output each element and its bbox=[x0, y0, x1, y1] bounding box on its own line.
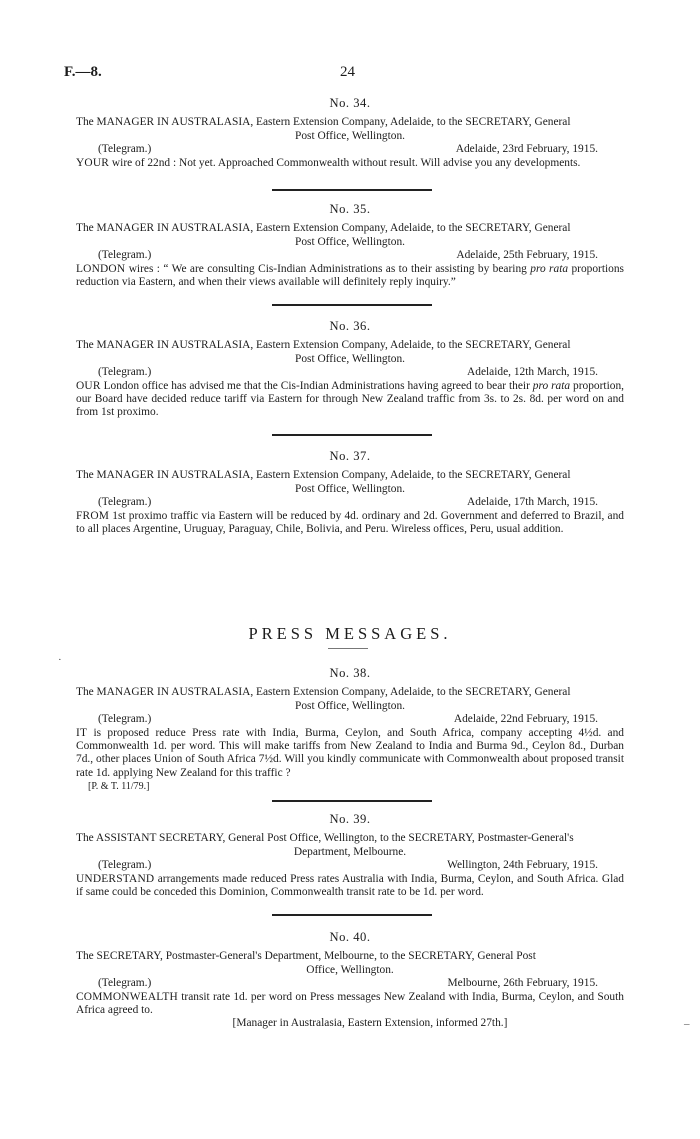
message-number: No. 39. bbox=[329, 812, 371, 826]
message-number: No. 37. bbox=[329, 449, 371, 463]
message-number: No. 40. bbox=[329, 930, 371, 944]
margin-mark: · bbox=[58, 654, 62, 666]
message-number: No. 38. bbox=[329, 666, 371, 680]
route-line-cont: Office, Wellington. bbox=[306, 963, 394, 976]
route-line-cont: Post Office, Wellington. bbox=[294, 699, 406, 712]
telegram-label: (Telegram.) bbox=[98, 496, 152, 509]
telegram-line bbox=[76, 366, 624, 379]
body-text: is proposed reduce Press rate with India, Burma, Ceylon, and South Africa, company accepting 4½d. and Commonwealth 1d. per word. This will make tariffs from New Zealand to India and Burma 9d., Ceylon 8d., Durban 7d., other places Union of South Africa 7½d. Will you kindly communicate with Commonwealth about proposed transit rate 1d. applying New Zealand for this traffic ? bbox=[76, 726, 624, 779]
route-line: The ASSISTANT SECRETARY, General Post Office, Wellington, to the SECRETARY, Postmaster-General's bbox=[76, 832, 574, 845]
body-text: wire of 22nd : Not yet. Approached Commonwealth without result. Will advise you any developments. bbox=[109, 156, 581, 169]
dateline: Adelaide, 23rd February, 1915. bbox=[455, 143, 598, 156]
dateline: Wellington, 24th February, 1915. bbox=[447, 859, 598, 872]
message-40 bbox=[76, 931, 624, 1031]
separator-rule bbox=[272, 189, 432, 191]
message-37 bbox=[76, 450, 624, 536]
message-35 bbox=[76, 203, 624, 289]
message-number: No. 36. bbox=[329, 319, 371, 333]
telegram-label: (Telegram.) bbox=[98, 143, 152, 156]
route-line: The MANAGER IN AUSTRALASIA, Eastern Extension Company, Adelaide, to the SECRETARY, General bbox=[76, 686, 571, 699]
body-text: wires : “ We are consulting Cis-Indian Administrations as to their assisting by bearing bbox=[125, 262, 531, 275]
heading-underline bbox=[328, 648, 368, 649]
dateline: Melbourne, 26th February, 1915. bbox=[447, 977, 598, 990]
telegram-label: (Telegram.) bbox=[98, 859, 152, 872]
message-body bbox=[76, 263, 624, 290]
route-line: The MANAGER IN AUSTRALASIA, Eastern Extension Company, Adelaide, to the SECRETARY, General bbox=[76, 222, 571, 235]
separator-rule bbox=[272, 304, 432, 306]
editorial-note: [Manager in Australasia, Eastern Extension, informed 27th.] bbox=[232, 1017, 508, 1030]
message-body bbox=[76, 727, 624, 781]
route-line: The MANAGER IN AUSTRALASIA, Eastern Extension Company, Adelaide, to the SECRETARY, General bbox=[76, 116, 571, 129]
lead-word: OUR bbox=[76, 379, 101, 392]
body-text: 1st proximo traffic via Eastern will be reduced by 4d. ordinary and 2d. Government and deferred to Brazil, and to all places Argentine, Uruguay, Paraguay, Chile, Bolivia, and Peru. Wireless offices, Peru, usual addition. bbox=[76, 509, 624, 536]
separator-rule bbox=[272, 914, 432, 916]
message-34 bbox=[76, 97, 624, 170]
series-label: F.—8. bbox=[64, 64, 102, 80]
telegram-label: (Telegram.) bbox=[98, 249, 152, 262]
body-text: transit rate 1d. per word on Press messages New Zealand with India, Burma, Ceylon, and South Africa agreed to. bbox=[76, 990, 624, 1017]
route-line-cont: Department, Melbourne. bbox=[293, 845, 407, 858]
telegram-label: (Telegram.) bbox=[98, 713, 152, 726]
lead-word: UNDERSTAND bbox=[76, 872, 155, 885]
route-line-cont: Post Office, Wellington. bbox=[294, 129, 406, 142]
message-body bbox=[76, 380, 624, 420]
message-body bbox=[76, 510, 624, 537]
telegram-line bbox=[76, 249, 624, 262]
separator-rule bbox=[272, 800, 432, 802]
body-text-cont: proportions reduction via Eastern, and when their views available will definitely reply inquiry.” bbox=[76, 262, 624, 289]
lead-word: COMMONWEALTH bbox=[76, 990, 178, 1003]
italic-phrase: pro rata bbox=[530, 262, 569, 275]
message-body bbox=[76, 873, 624, 900]
separator-rule bbox=[272, 434, 432, 436]
route-line: The MANAGER IN AUSTRALASIA, Eastern Extension Company, Adelaide, to the SECRETARY, General bbox=[76, 469, 571, 482]
route-line: The MANAGER IN AUSTRALASIA, Eastern Extension Company, Adelaide, to the SECRETARY, General bbox=[76, 339, 571, 352]
lead-word: IT bbox=[76, 726, 88, 739]
route-line-cont: Post Office, Wellington. bbox=[294, 482, 406, 495]
dateline: Adelaide, 12th March, 1915. bbox=[467, 366, 598, 379]
dateline: Adelaide, 22nd February, 1915. bbox=[453, 713, 598, 726]
message-body bbox=[76, 991, 624, 1018]
page-number: 24 bbox=[340, 64, 355, 80]
telegram-line bbox=[76, 143, 624, 156]
lead-word: LONDON bbox=[76, 262, 126, 275]
message-number: No. 35. bbox=[329, 202, 371, 216]
telegram-line bbox=[76, 713, 624, 726]
route-line: The SECRETARY, Postmaster-General's Department, Melbourne, to the SECRETARY, General Post bbox=[76, 950, 536, 963]
telegram-line bbox=[76, 496, 624, 509]
route-line-cont: Post Office, Wellington. bbox=[294, 235, 406, 248]
telegram-line bbox=[76, 859, 624, 872]
message-39 bbox=[76, 813, 624, 899]
route-line-cont: Post Office, Wellington. bbox=[294, 352, 406, 365]
telegram-label: (Telegram.) bbox=[98, 977, 152, 990]
message-36 bbox=[76, 320, 624, 420]
telegram-label: (Telegram.) bbox=[98, 366, 152, 379]
dateline: Adelaide, 25th February, 1915. bbox=[456, 249, 598, 262]
file-reference: [P. & T. 11/79.] bbox=[88, 781, 150, 793]
lead-word: FROM bbox=[76, 509, 110, 522]
telegram-line bbox=[76, 977, 624, 990]
body-text: London office has advised me that the Cis-Indian Administrations having agreed to bear their bbox=[100, 379, 533, 392]
message-body bbox=[76, 157, 624, 170]
message-number: No. 34. bbox=[329, 96, 371, 110]
body-text: arrangements made reduced Press rates Australia with India, Burma, Ceylon, and South Africa. Glad if same could be conceded this Dominion, Commonwealth transit rate to be 1d. per word. bbox=[76, 872, 624, 899]
italic-phrase: pro rata bbox=[532, 379, 571, 392]
message-38 bbox=[76, 667, 624, 794]
dateline: Adelaide, 17th March, 1915. bbox=[467, 496, 598, 509]
margin-mark: – bbox=[684, 1018, 690, 1030]
section-heading-press-messages: PRESS MESSAGES. bbox=[248, 624, 452, 643]
lead-word: YOUR bbox=[76, 156, 110, 169]
body-text-cont: proportion, our Board have decided reduce tariff via Eastern for through New Zealand traffic from 3s. to 2s. 8d. per word on and from 1st proximo. bbox=[76, 379, 624, 419]
